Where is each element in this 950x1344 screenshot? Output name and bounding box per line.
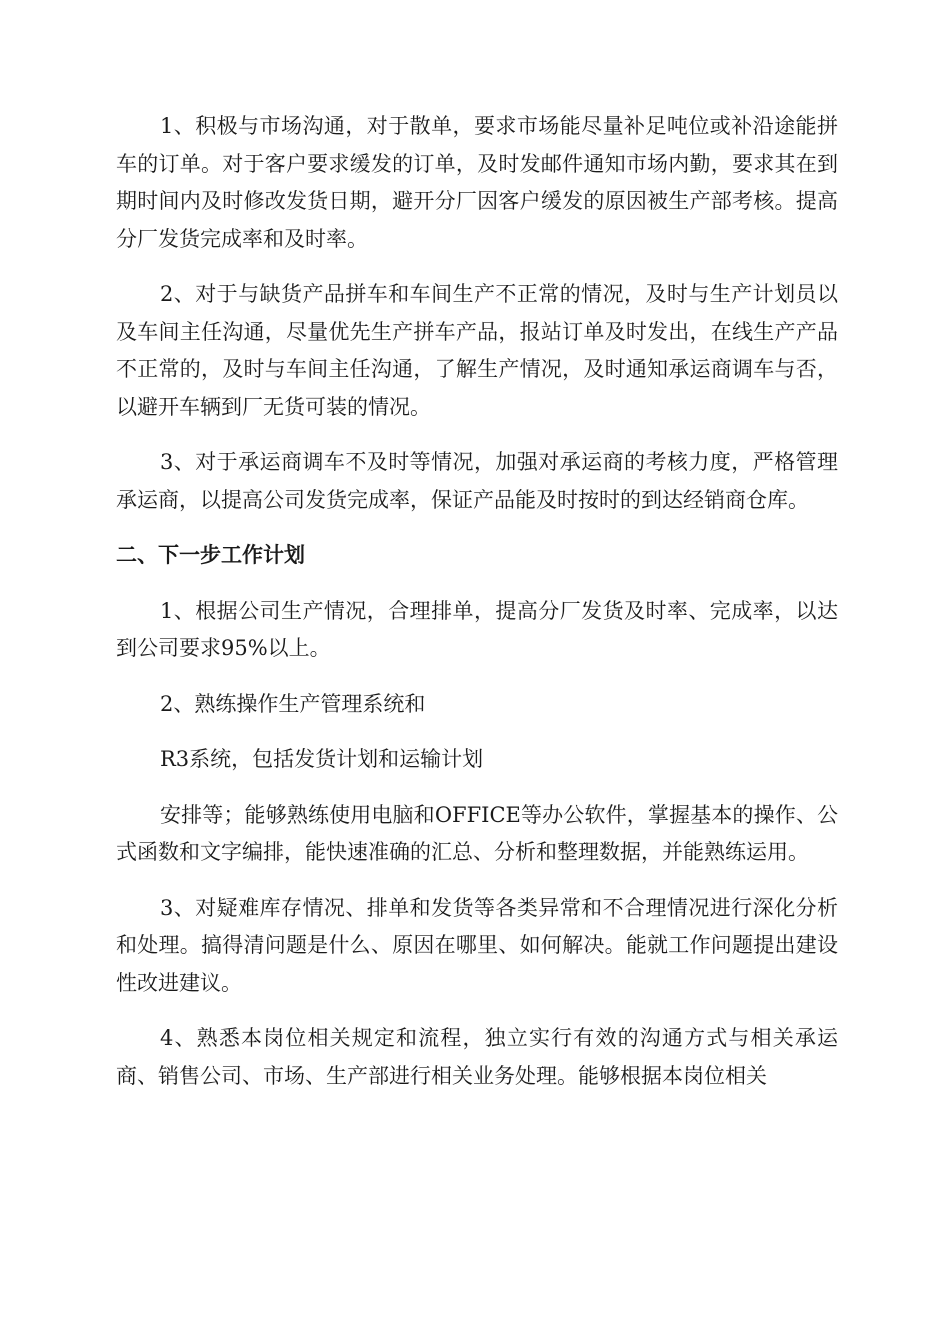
plan-paragraph-2: 2、熟练操作生产管理系统和 — [160, 691, 426, 716]
paragraph-3: 3、对于承运商调车不及时等情况，加强对承运商的考核力度，严格管理承运商，以提高公司发货完成率，保证产品能及时按时的到达经销商仓库。 — [116, 450, 838, 512]
plan-paragraph-2-cont-a: R3系统，包括发货计划和运输计划 — [160, 747, 484, 771]
document-page — [116, 108, 838, 1095]
plan-paragraph-2-cont-b: 安排等；能够熟练使用电脑和OFFICE等办公软件，掌握基本的操作、公式函数和文字编排，能快速准确的汇总、分析和整理数据，并能熟练运用。 — [116, 802, 838, 864]
section-heading: 二、下一步工作计划 — [116, 543, 305, 567]
paragraph-2: 2、对于与缺货产品拼车和车间生产不正常的情况，及时与生产计划员以及车间主任沟通，尽量优先生产拼车产品，报站订单及时发出，在线生产产品不正常的，及时与车间主任沟通，了解生产情况，及时通知承运商调车与否，以避开车辆到厂无货可装的情况。 — [116, 282, 838, 419]
plan-paragraph-4: 4、熟悉本岗位相关规定和流程，独立实行有效的沟通方式与相关承运商、销售公司、市场、生产部进行相关业务处理。能够根据本岗位相关 — [116, 1026, 838, 1088]
plan-paragraph-3: 3、对疑难库存情况、排单和发货等各类异常和不合理情况进行深化分析和处理。搞得清问题是什么、原因在哪里、如何解决。能就工作问题提出建设性改进建议。 — [116, 895, 838, 995]
plan-paragraph-1: 1、根据公司生产情况，合理排单，提高分厂发货及时率、完成率，以达到公司要求95%以上。 — [116, 598, 838, 660]
paragraph-1: 1、积极与市场沟通，对于散单，要求市场能尽量补足吨位或补沿途能拼车的订单。对于客户要求缓发的订单，及时发邮件通知市场内勤，要求其在到期时间内及时修改发货日期，避开分厂因客户缓发的原因被生产部考核。提高分厂发货完成率和及时率。 — [116, 114, 838, 251]
